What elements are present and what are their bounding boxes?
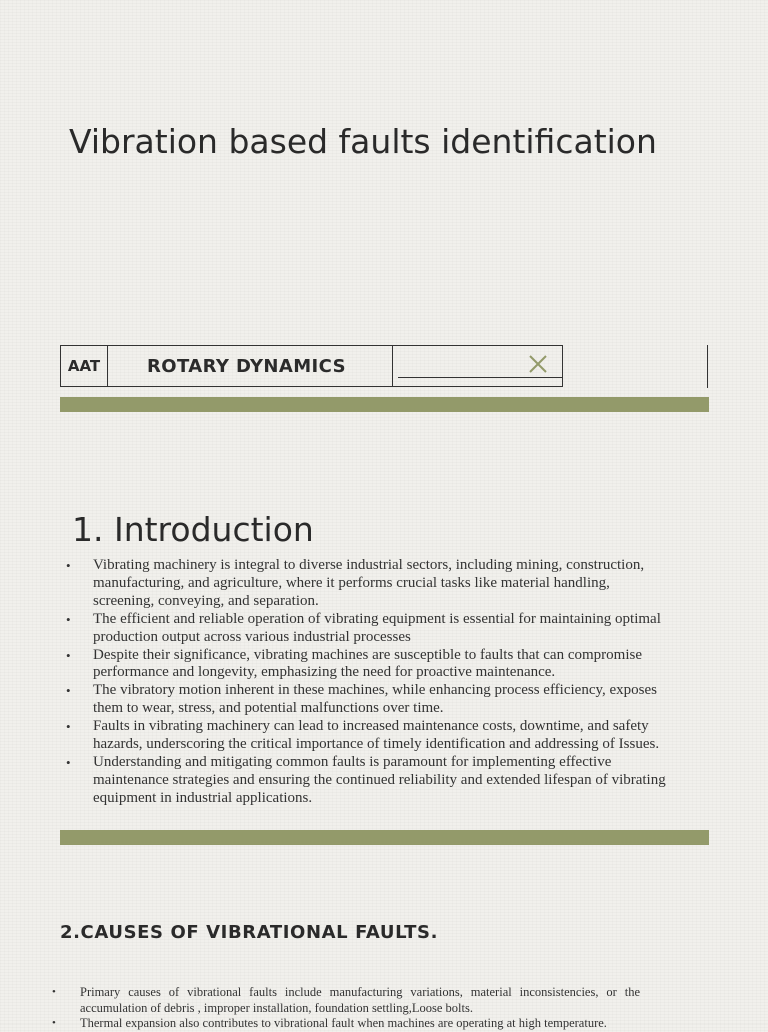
- list-item-text: Despite their significance, vibrating machines are susceptible to faults that can compromise performance and longevity, emphasizing the need for proactive maintenance.: [93, 646, 642, 681]
- list-item-text: The vibratory motion inherent in these machines, while enhancing process efficiency, exposes them to wear, stress, and potential malfunctions over time.: [93, 682, 657, 717]
- list-item: [52, 985, 640, 1016]
- bullet-marker: •: [66, 647, 71, 663]
- list-item-text: Thermal expansion also contributes to vibrational fault when machines are operating at high temperature.: [80, 1016, 607, 1030]
- list-item: [64, 647, 674, 683]
- list-item-text: Understanding and mitigating common faults is paramount for implementing effective maintenance strategies and ensuring the continued reliability and extended lifespan of vibrating equipment in industrial applications.: [93, 753, 666, 806]
- blank-field-underline: [398, 377, 562, 378]
- subject-cell: [107, 345, 393, 387]
- section-divider-bar: [60, 830, 709, 845]
- course-code: AAT: [67, 357, 101, 375]
- header-right-rule: [707, 345, 708, 388]
- bullet-marker: •: [52, 1017, 56, 1029]
- list-item: [64, 557, 674, 611]
- section-divider-bar: [60, 397, 709, 412]
- course-code-cell: [60, 345, 108, 387]
- list-item-text: Vibrating machinery is integral to diverse industrial sectors, including mining, construction, manufacturing, and agriculture, where it performs crucial tasks like material handling, screening, conveying, and separation.: [93, 557, 645, 609]
- close-icon: [527, 353, 549, 375]
- causes-heading: 2.CAUSES OF VIBRATIONAL FAULTS.: [60, 922, 439, 943]
- list-item: [64, 718, 674, 754]
- list-item: [64, 754, 674, 808]
- bullet-marker: •: [66, 719, 71, 735]
- introduction-list: [64, 557, 674, 808]
- bullet-marker: •: [66, 611, 71, 627]
- introduction-heading: 1. Introduction: [72, 510, 314, 549]
- list-item-text: Faults in vibrating machinery can lead to increased maintenance costs, downtime, and safety hazards, underscoring the critical importance of timely identification and addressing of Issues.: [93, 718, 660, 753]
- bullet-marker: •: [66, 754, 71, 770]
- list-item-text: Primary causes of vibrational faults include manufacturing variations, material inconsistencies, or the accumulation of debris , improper installation, foundation settling,Loose bolts.: [80, 985, 640, 1015]
- bullet-marker: •: [66, 683, 71, 699]
- list-item: [64, 682, 674, 718]
- bullet-marker: •: [66, 558, 71, 573]
- list-item-text: The efficient and reliable operation of vibrating equipment is essential for maintaining optimal production output across various industrial processes: [93, 610, 661, 645]
- list-item: [64, 611, 674, 647]
- subject-title: ROTARY DYNAMICS: [147, 355, 346, 377]
- bullet-marker: •: [52, 986, 56, 998]
- causes-list: [52, 985, 640, 1032]
- document-title: Vibration based faults identification: [69, 122, 657, 161]
